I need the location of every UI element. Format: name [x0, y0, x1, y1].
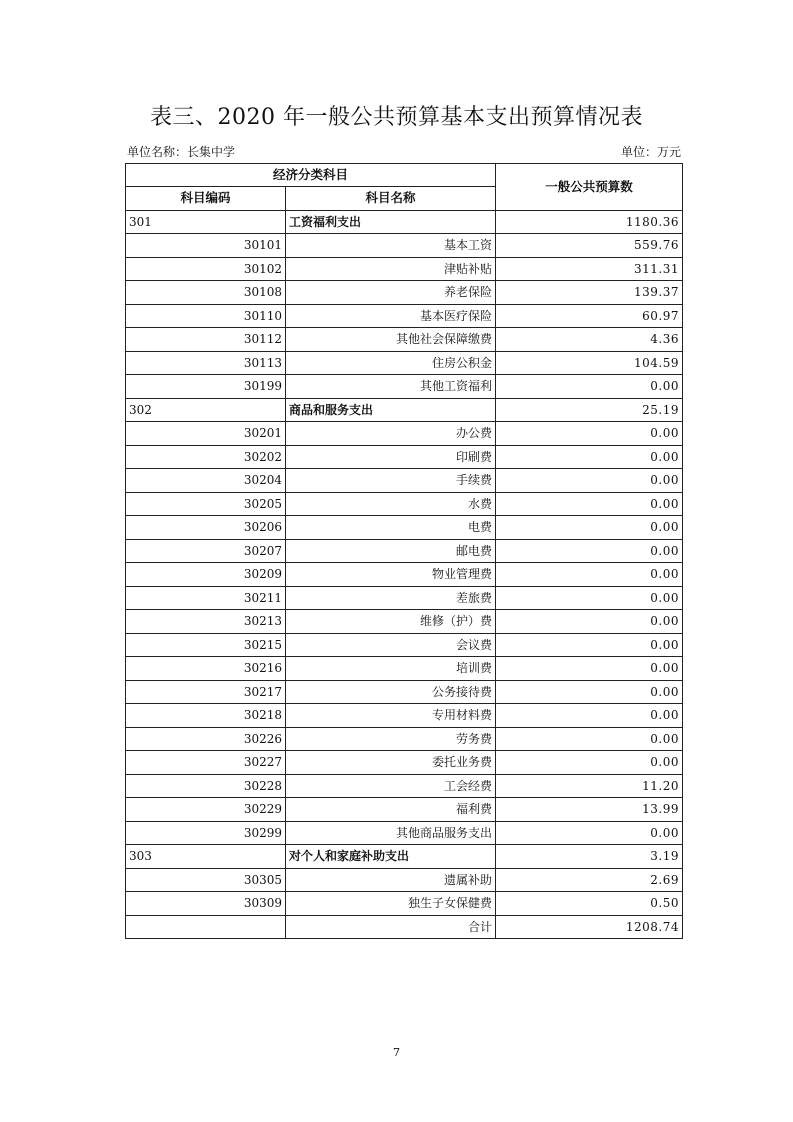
row-code: 30226: [126, 727, 286, 751]
row-code: 302: [126, 398, 286, 422]
row-name: 维修（护）费: [286, 610, 496, 634]
row-code: 30218: [126, 704, 286, 728]
row-code: 30207: [126, 539, 286, 563]
table-row: [126, 445, 683, 469]
table-row: [126, 304, 683, 328]
row-name: 其他工资福利: [286, 375, 496, 399]
unit-label: 单位：万元: [620, 145, 681, 159]
row-value: 0.00: [496, 751, 683, 775]
table-body: [126, 210, 683, 915]
row-value: 0.00: [496, 422, 683, 446]
row-value: 0.00: [496, 821, 683, 845]
row-value: 0.00: [496, 563, 683, 587]
row-value: 0.00: [496, 657, 683, 681]
row-code: 30215: [126, 633, 286, 657]
row-value: 104.59: [496, 351, 683, 375]
row-value: 0.00: [496, 469, 683, 493]
row-code: 30102: [126, 257, 286, 281]
table-row: [126, 469, 683, 493]
row-code: 30305: [126, 868, 286, 892]
row-name: 遗属补助: [286, 868, 496, 892]
row-value: 311.31: [496, 257, 683, 281]
row-code: 30206: [126, 516, 286, 540]
table-row: [126, 234, 683, 258]
row-name: 专用材料费: [286, 704, 496, 728]
row-name: 养老保险: [286, 281, 496, 305]
table-row: [126, 610, 683, 634]
header-econ-class: 经济分类科目: [126, 164, 496, 187]
row-code: 30201: [126, 422, 286, 446]
row-value: 0.00: [496, 539, 683, 563]
table-row: [126, 422, 683, 446]
row-code: 30299: [126, 821, 286, 845]
row-code: 30113: [126, 351, 286, 375]
row-value: 0.00: [496, 633, 683, 657]
row-value: 60.97: [496, 304, 683, 328]
row-value: 1180.36: [496, 210, 683, 234]
row-name: 公务接待费: [286, 680, 496, 704]
page-title: 表三、2020 年一般公共预算基本支出预算情况表: [150, 105, 643, 130]
row-name: 电费: [286, 516, 496, 540]
row-name: 津贴补贴: [286, 257, 496, 281]
budget-table: [125, 163, 683, 939]
row-code: 30204: [126, 469, 286, 493]
row-code: 30216: [126, 657, 286, 681]
row-name: 独生子女保健费: [286, 892, 496, 916]
row-value: 4.36: [496, 328, 683, 352]
table-row: [126, 375, 683, 399]
row-value: 13.99: [496, 798, 683, 822]
total-row: [126, 915, 683, 939]
row-name: 其他社会保障缴费: [286, 328, 496, 352]
total-value: 1208.74: [496, 915, 683, 939]
row-code: 30108: [126, 281, 286, 305]
row-code: 30227: [126, 751, 286, 775]
row-value: 11.20: [496, 774, 683, 798]
row-code: 30228: [126, 774, 286, 798]
row-code: 303: [126, 845, 286, 869]
table-row: [126, 774, 683, 798]
row-name: 手续费: [286, 469, 496, 493]
total-label: 合计: [286, 915, 496, 939]
row-code: 30112: [126, 328, 286, 352]
row-code: 301: [126, 210, 286, 234]
row-name: 办公费: [286, 422, 496, 446]
page-number: 7: [393, 1046, 400, 1059]
row-code: 30202: [126, 445, 286, 469]
row-name: 劳务费: [286, 727, 496, 751]
table-row: [126, 210, 683, 234]
row-name: 对个人和家庭补助支出: [286, 845, 496, 869]
unit-name: 单位名称：长集中学: [127, 145, 236, 159]
row-name: 基本医疗保险: [286, 304, 496, 328]
row-value: 0.00: [496, 445, 683, 469]
table-row: [126, 868, 683, 892]
row-name: 委托业务费: [286, 751, 496, 775]
row-value: 2.69: [496, 868, 683, 892]
row-name: 水费: [286, 492, 496, 516]
row-value: 0.00: [496, 704, 683, 728]
row-name: 工会经费: [286, 774, 496, 798]
row-value: 0.50: [496, 892, 683, 916]
row-name: 工资福利支出: [286, 210, 496, 234]
table-row: [126, 351, 683, 375]
row-name: 其他商品服务支出: [286, 821, 496, 845]
row-code: 30229: [126, 798, 286, 822]
table-row: [126, 657, 683, 681]
table-row: [126, 798, 683, 822]
row-value: 0.00: [496, 375, 683, 399]
table-row: [126, 704, 683, 728]
header-code: 科目编码: [126, 187, 286, 211]
table-row: [126, 892, 683, 916]
table-row: [126, 563, 683, 587]
header-amount: 一般公共预算数: [496, 164, 683, 211]
table-row: [126, 281, 683, 305]
row-name: 住房公积金: [286, 351, 496, 375]
table-row: [126, 680, 683, 704]
row-code: 30309: [126, 892, 286, 916]
row-name: 会议费: [286, 633, 496, 657]
row-name: 基本工资: [286, 234, 496, 258]
row-name: 差旅费: [286, 586, 496, 610]
row-name: 培训费: [286, 657, 496, 681]
row-code: 30211: [126, 586, 286, 610]
table-row: [126, 539, 683, 563]
row-name: 福利费: [286, 798, 496, 822]
row-value: 25.19: [496, 398, 683, 422]
row-value: 0.00: [496, 680, 683, 704]
row-code: 30217: [126, 680, 286, 704]
table-row: [126, 821, 683, 845]
row-value: 0.00: [496, 516, 683, 540]
total-code-cell: [126, 915, 286, 939]
row-value: 559.76: [496, 234, 683, 258]
table-row: [126, 516, 683, 540]
table-row: [126, 328, 683, 352]
row-name: 邮电费: [286, 539, 496, 563]
row-code: 30101: [126, 234, 286, 258]
row-value: 0.00: [496, 586, 683, 610]
row-code: 30209: [126, 563, 286, 587]
row-value: 139.37: [496, 281, 683, 305]
table-row: [126, 586, 683, 610]
row-code: 30199: [126, 375, 286, 399]
row-value: 3.19: [496, 845, 683, 869]
header-name: 科目名称: [286, 187, 496, 211]
row-name: 物业管理费: [286, 563, 496, 587]
row-value: 0.00: [496, 492, 683, 516]
row-value: 0.00: [496, 610, 683, 634]
row-code: 30213: [126, 610, 286, 634]
row-value: 0.00: [496, 727, 683, 751]
table-row: [126, 257, 683, 281]
row-code: 30110: [126, 304, 286, 328]
table-row: [126, 845, 683, 869]
table-row: [126, 633, 683, 657]
row-name: 印刷费: [286, 445, 496, 469]
table-row: [126, 398, 683, 422]
table-row: [126, 727, 683, 751]
table-row: [126, 751, 683, 775]
table-row: [126, 492, 683, 516]
row-name: 商品和服务支出: [286, 398, 496, 422]
row-code: 30205: [126, 492, 286, 516]
